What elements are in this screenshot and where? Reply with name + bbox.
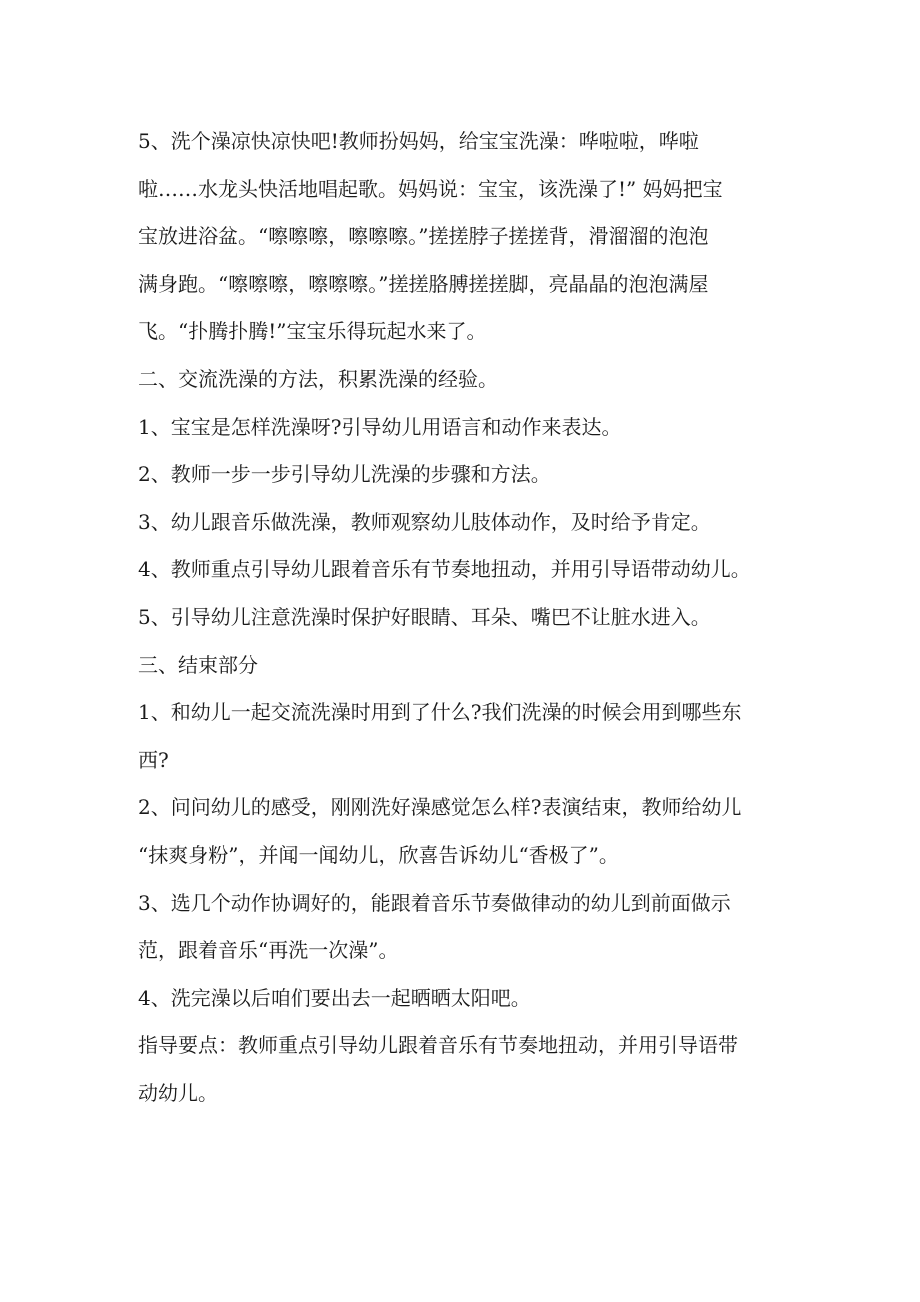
- guidance-note: 指导要点：教师重点引导幼儿跟着音乐有节奏地扭动，并用引导语带: [138, 1033, 738, 1058]
- text-line: 2、问问幼儿的感受，刚刚洗好澡感觉怎么样?表演结束，教师给幼儿: [138, 795, 742, 820]
- text-line: 3、幼儿跟音乐做洗澡，教师观察幼儿肢体动作，及时给予肯定。: [138, 509, 711, 534]
- text-line: “抹爽身粉”，并闻一闻幼儿，欣喜告诉幼儿“香极了”。: [138, 842, 619, 867]
- text-line: 满身跑。“嚓嚓嚓，嚓嚓嚓。”搓搓胳膊搓搓脚，亮晶晶的泡泡满屋: [138, 271, 709, 296]
- section-heading: 三、结束部分: [138, 652, 258, 677]
- text-line: 飞。“扑腾扑腾!”宝宝乐得玩起水来了。: [138, 319, 487, 344]
- text-line: 1、宝宝是怎样洗澡呀?引导幼儿用语言和动作来表达。: [138, 414, 622, 439]
- text-line: 啦……水龙头快活地唱起歌。妈妈说：宝宝，该洗澡了!” 妈妈把宝: [138, 176, 723, 201]
- text-line: 4、教师重点引导幼儿跟着音乐有节奏地扭动，并用引导语带动幼儿。: [138, 557, 751, 582]
- text-line: 2、教师一步一步引导幼儿洗澡的步骤和方法。: [138, 462, 551, 487]
- document-body: [138, 118, 788, 1117]
- text-line: 宝放进浴盆。“嚓嚓嚓，嚓嚓嚓。”搓搓脖子搓搓背，滑溜溜的泡泡: [138, 224, 709, 249]
- text-line: 西?: [138, 747, 169, 772]
- text-line: 3、选几个动作协调好的，能跟着音乐节奏做律动的幼儿到前面做示: [138, 890, 731, 915]
- text-line: 5、引导幼儿注意洗澡时保护好眼睛、耳朵、嘴巴不让脏水进入。: [138, 604, 711, 629]
- guidance-note: 动幼儿。: [138, 1080, 218, 1105]
- section-heading: 二、交流洗澡的方法，积累洗澡的经验。: [138, 366, 498, 391]
- text-line: 1、和幼儿一起交流洗澡时用到了什么?我们洗澡的时候会用到哪些东: [138, 700, 742, 725]
- text-line: 5、洗个澡凉快凉快吧!教师扮妈妈，给宝宝洗澡：哗啦啦，哗啦: [138, 129, 699, 153]
- text-line: 4、洗完澡以后咱们要出去一起晒晒太阳吧。: [138, 985, 531, 1010]
- text-line: 范，跟着音乐“再洗一次澡”。: [138, 938, 399, 963]
